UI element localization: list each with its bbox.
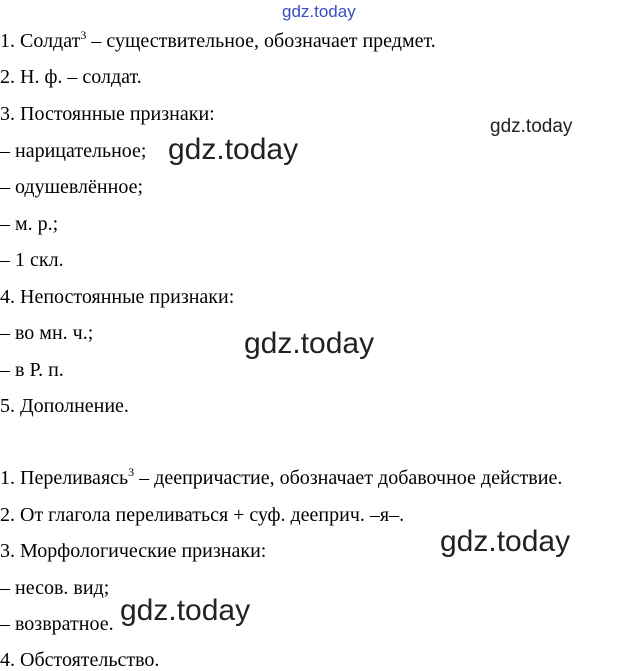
watermark-2: gdz.today [244, 327, 375, 360]
section1-line10: – в Р. п. [0, 359, 64, 381]
section2-line5: – возвратное. [0, 613, 114, 635]
section1-line7: – 1 скл. [0, 249, 64, 271]
watermark-top: gdz.today [282, 2, 356, 21]
section2-line3: 3. Морфологические признаки: [0, 540, 267, 562]
section1-line1 [0, 30, 436, 52]
watermark-small: gdz.today [490, 116, 573, 137]
section2-line6: 4. Обстоятельство. [0, 649, 160, 671]
section2-line1-footnote: 3 [128, 465, 135, 479]
section1-line8: 4. Непостоянные признаки: [0, 286, 235, 308]
section2-line1 [0, 467, 562, 489]
section2-line1-prefix: 1. Переливаясь [0, 467, 129, 489]
section1-line5: – одушевлённое; [0, 176, 143, 198]
watermark-1: gdz.today [168, 133, 299, 166]
section2-line4: – несов. вид; [0, 577, 110, 599]
section1-line4: – нарицательное; [0, 140, 147, 162]
watermark-4: gdz.today [120, 594, 251, 627]
section1-line1-prefix: 1. Солдат [0, 30, 81, 52]
section1-line1-footnote: 3 [80, 28, 87, 42]
section1-line11: 5. Дополнение. [0, 395, 129, 417]
section2-line1-suffix: – деепричастие, обозначает добавочное действие. [134, 467, 563, 489]
section2-line2: 2. От глагола переливаться + суф. дееприч. –я–. [0, 504, 405, 526]
section1-line3: 3. Постоянные признаки: [0, 103, 215, 125]
section1-line9: – во мн. ч.; [0, 322, 94, 344]
section1-line1-suffix: – существительное, обозначает предмет. [86, 30, 436, 52]
section1-line2: 2. Н. ф. – солдат. [0, 66, 142, 88]
watermark-3: gdz.today [440, 525, 571, 558]
section1-line6: – м. р.; [0, 213, 59, 235]
